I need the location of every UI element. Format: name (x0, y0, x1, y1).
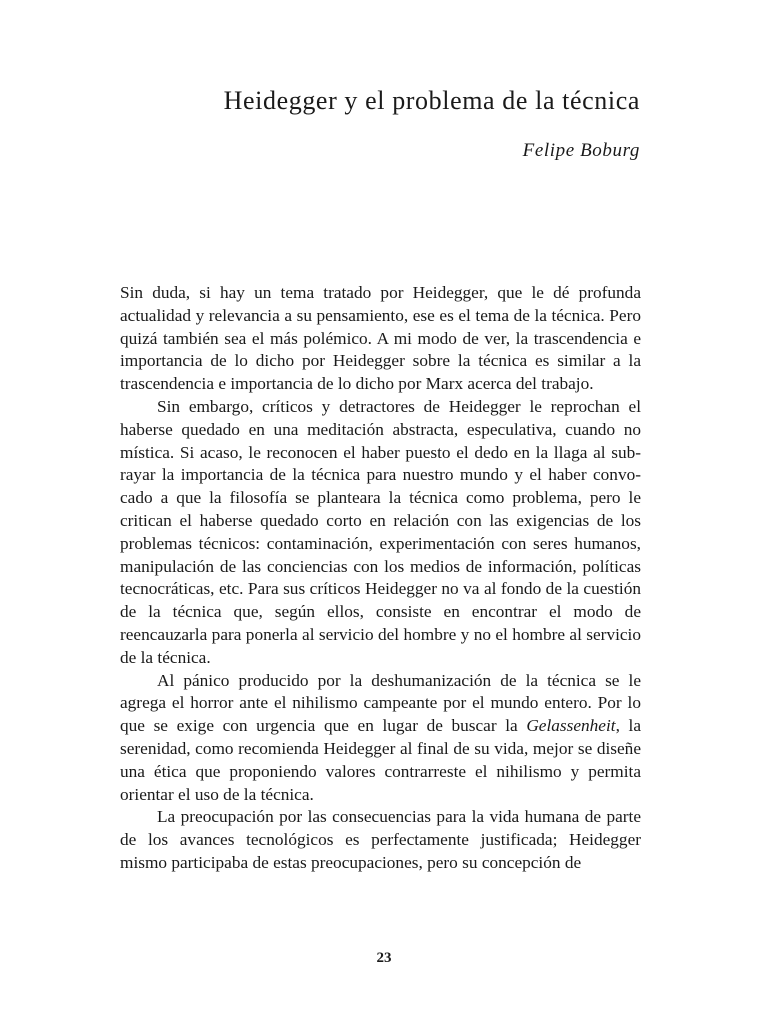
emphasized-term: Gelassenheit (526, 716, 616, 736)
chapter-title: Heidegger y el problema de la técnica (223, 86, 640, 115)
paragraph-3 (120, 670, 641, 807)
author-name: Felipe Boburg (522, 140, 640, 161)
paragraph-4: La preocupación por las consecuencias para la vida humana de parte de los avances tecnológicos es perfectamente justificada; Heidegger mismo participaba de estas preocupaciones, pero su concepción de (120, 807, 641, 872)
paragraph-1: Sin duda, si hay un tema tratado por Heidegger, que le dé profunda actualidad y relevancia a su pensamiento, ese es el tema de la técnica. Pero quizá también sea el más polémico. A mi modo de ver, la trascendencia e importancia de lo dicho por Heidegger sobre la técnica es similar a la trascendencia e importancia de lo dicho por Marx acerca del trabajo. (120, 283, 641, 394)
paragraph-3-start: Al pánico producido por la deshumanización de la técnica se le agrega el horror ante el nihilismo campeante por el mundo entero. Por lo que se exige con urgencia que en lugar de buscar la (120, 670, 641, 736)
page-number: 23 (376, 950, 392, 966)
paragraph-2: Sin embargo, críticos y detractores de Heidegger le reprochan el haberse quedado en una meditación abstracta, especulativa, cuando no mística. Si acaso, le reconocen el haber puesto el dedo en la llaga al subrayar la importancia de la técnica para nuestro mundo y el haber convocado a que la filosofía se planteara la técnica como problema, pero le critican el haberse quedado corto en relación con las exigencias de los problemas técnicos: contaminación, experimentación con seres humanos, manipulación de las conciencias con los medios de información, políticas tecnocráticas, etc. Para sus críticos Heidegger no va al fondo de la cuestión de la técnica que, según ellos, consiste en encontrar el modo de reencauzarla para ponerla al servicio del hombre y no el hombre al servicio de la técnica. (120, 396, 641, 667)
body-text (120, 282, 641, 875)
paragraph-3-end: , la serenidad, como recomienda Heidegger al final de su vida, mejor se diseñe una ética que proponiendo valores contrarreste el nihilismo y permita orientar el uso de la técnica. (120, 716, 641, 804)
